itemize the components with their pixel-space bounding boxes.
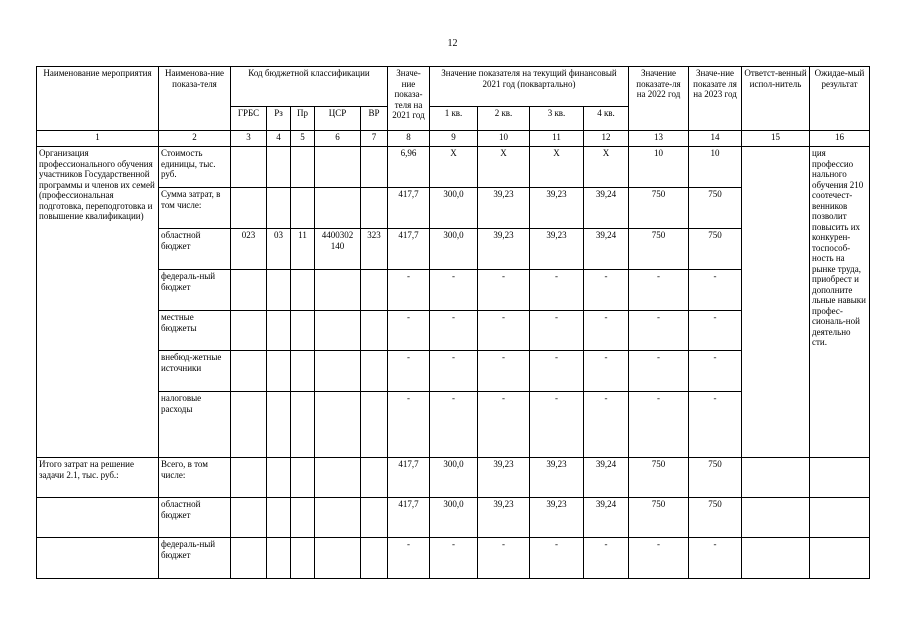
q4-cell: -	[584, 270, 629, 311]
table-row	[37, 147, 870, 188]
grbs-cell	[231, 147, 267, 188]
indicator-name: Стоимость единицы, тыс. руб.	[159, 147, 231, 188]
value-2021-cell: -	[388, 351, 430, 392]
rz-cell	[267, 270, 291, 311]
page-number: 12	[447, 38, 458, 49]
column-number: 16	[810, 131, 870, 147]
grbs-cell	[231, 270, 267, 311]
q1-cell: 300,0	[430, 229, 478, 270]
value-2023-cell: 750	[689, 498, 742, 538]
q4-cell: -	[584, 392, 629, 458]
value-2022-cell: -	[629, 270, 689, 311]
header-responsible: Ответст-венный испол-нитель	[742, 67, 810, 131]
value-2023-cell: 750	[689, 229, 742, 270]
indicator-name: областной бюджет	[159, 498, 231, 538]
grbs-cell	[231, 351, 267, 392]
column-number: 13	[629, 131, 689, 147]
pr-cell	[291, 188, 315, 229]
q2-cell: -	[478, 311, 530, 351]
value-2023-cell: 750	[689, 458, 742, 498]
q2-cell: 39,23	[478, 188, 530, 229]
csr-cell	[315, 392, 361, 458]
pr-cell	[291, 351, 315, 392]
vr-cell: 323	[361, 229, 388, 270]
q2-cell: 39,23	[478, 498, 530, 538]
rz-cell: 03	[267, 229, 291, 270]
indicator-name: местные бюджеты	[159, 311, 231, 351]
column-number: 2	[159, 131, 231, 147]
csr-cell	[315, 351, 361, 392]
header-grbs: ГРБС	[231, 107, 267, 131]
q1-cell: 300,0	[430, 498, 478, 538]
column-number: 8	[388, 131, 430, 147]
header-q1: 1 кв.	[430, 107, 478, 131]
csr-cell	[315, 270, 361, 311]
value-2022-cell: 10	[629, 147, 689, 188]
column-number: 14	[689, 131, 742, 147]
q1-cell: 300,0	[430, 188, 478, 229]
total-row	[37, 498, 870, 538]
header-activity: Наименование мероприятия	[37, 67, 159, 131]
indicator-name: налоговые расходы	[159, 392, 231, 458]
header-indicator: Наименова-ние показа-теля	[159, 67, 231, 131]
value-2022-cell: -	[629, 538, 689, 579]
q2-cell: 39,23	[478, 229, 530, 270]
header-current-year: Значение показателя на текущий финансовый 2021 год (поквартально)	[430, 67, 629, 107]
value-2021-cell: -	[388, 392, 430, 458]
value-2021-cell: -	[388, 538, 430, 579]
value-2022-cell: 750	[629, 458, 689, 498]
header-q2: 2 кв.	[478, 107, 530, 131]
column-number: 5	[291, 131, 315, 147]
rz-cell	[267, 392, 291, 458]
grbs-cell	[231, 188, 267, 229]
vr-cell	[361, 147, 388, 188]
pr-cell	[291, 147, 315, 188]
grbs-cell	[231, 392, 267, 458]
q4-cell: -	[584, 351, 629, 392]
q4-cell: -	[584, 538, 629, 579]
q3-cell: -	[530, 538, 584, 579]
vr-cell	[361, 270, 388, 311]
value-2023-cell: -	[689, 311, 742, 351]
pr-cell	[291, 311, 315, 351]
q2-cell: 39,23	[478, 458, 530, 498]
vr-cell	[361, 351, 388, 392]
q2-cell: -	[478, 270, 530, 311]
q1-cell: -	[430, 538, 478, 579]
vr-cell	[361, 188, 388, 229]
value-2021-cell: 417,7	[388, 229, 430, 270]
value-2021-cell: -	[388, 311, 430, 351]
column-number: 11	[530, 131, 584, 147]
rz-cell	[267, 311, 291, 351]
column-number: 6	[315, 131, 361, 147]
total-label: Итого затрат на решение задачи 2.1, тыс. руб.:	[37, 458, 159, 498]
header-value-2021: Значе-ние показа-теля на 2021 год	[388, 67, 430, 131]
q3-cell: -	[530, 392, 584, 458]
column-number: 7	[361, 131, 388, 147]
rz-cell	[267, 147, 291, 188]
rz-cell	[267, 351, 291, 392]
column-number: 9	[430, 131, 478, 147]
q3-cell: 39,23	[530, 188, 584, 229]
value-2022-cell: -	[629, 392, 689, 458]
total-row	[37, 538, 870, 579]
q3-cell: 39,23	[530, 458, 584, 498]
q3-cell: 39,23	[530, 229, 584, 270]
pr-cell: 11	[291, 229, 315, 270]
grbs-cell	[231, 311, 267, 351]
value-2023-cell: -	[689, 351, 742, 392]
header-q4: 4 кв.	[584, 107, 629, 131]
header-q3: 3 кв.	[530, 107, 584, 131]
q4-cell: 39,24	[584, 229, 629, 270]
header-value-2023: Значе-ние показате ля на 2023 год	[689, 67, 742, 131]
q3-cell: -	[530, 270, 584, 311]
header-rz: Рз	[267, 107, 291, 131]
q1-cell: -	[430, 270, 478, 311]
vr-cell	[361, 311, 388, 351]
value-2022-cell: 750	[629, 188, 689, 229]
value-2021-cell: 417,7	[388, 188, 430, 229]
csr-cell: 4400302 140	[315, 229, 361, 270]
q3-cell: Х	[530, 147, 584, 188]
indicator-name: Сумма затрат, в том числе:	[159, 188, 231, 229]
column-number: 4	[267, 131, 291, 147]
q3-cell: -	[530, 351, 584, 392]
header-vr: ВР	[361, 107, 388, 131]
header-value-2022: Значение показате-ля на 2022 год	[629, 67, 689, 131]
header-result: Ожидае-мый результат	[810, 67, 870, 131]
q4-cell: -	[584, 311, 629, 351]
q3-cell: 39,23	[530, 498, 584, 538]
expected-result: ция профессио нального обучения 210 соотечест-венников позволит повысить их конкурен-тоспособ-ность на рынке труда, приобрест и дополните льные навыки профес-сиональ-ной деятельно сти.	[810, 147, 870, 458]
column-number: 1	[37, 131, 159, 147]
value-2022-cell: -	[629, 311, 689, 351]
q3-cell: -	[530, 311, 584, 351]
vr-cell	[361, 392, 388, 458]
value-2023-cell: -	[689, 392, 742, 458]
csr-cell	[315, 311, 361, 351]
indicator-name: Всего, в том числе:	[159, 458, 231, 498]
q1-cell: -	[430, 311, 478, 351]
q4-cell: 39,24	[584, 188, 629, 229]
csr-cell	[315, 188, 361, 229]
q4-cell: 39,24	[584, 498, 629, 538]
header-kbk: Код бюджетной классификации	[231, 67, 388, 107]
value-2021-cell: 6,96	[388, 147, 430, 188]
q1-cell: -	[430, 351, 478, 392]
q1-cell: -	[430, 392, 478, 458]
grbs-cell: 023	[231, 229, 267, 270]
q4-cell: 39,24	[584, 458, 629, 498]
value-2023-cell: -	[689, 270, 742, 311]
q1-cell: Х	[430, 147, 478, 188]
pr-cell	[291, 270, 315, 311]
program-table	[36, 66, 870, 579]
value-2021-cell: -	[388, 270, 430, 311]
q2-cell: Х	[478, 147, 530, 188]
indicator-name: федераль-ный бюджет	[159, 270, 231, 311]
total-row	[37, 458, 870, 498]
indicator-name: внебюд-жетные источники	[159, 351, 231, 392]
column-number: 12	[584, 131, 629, 147]
q2-cell: -	[478, 351, 530, 392]
column-number: 3	[231, 131, 267, 147]
value-2023-cell: 10	[689, 147, 742, 188]
value-2023-cell: 750	[689, 188, 742, 229]
responsible-cell	[742, 147, 810, 458]
value-2021-cell: 417,7	[388, 498, 430, 538]
q2-cell: -	[478, 392, 530, 458]
header-csr: ЦСР	[315, 107, 361, 131]
q1-cell: 300,0	[430, 458, 478, 498]
rz-cell	[267, 188, 291, 229]
column-number: 10	[478, 131, 530, 147]
value-2023-cell: -	[689, 538, 742, 579]
column-number: 15	[742, 131, 810, 147]
csr-cell	[315, 147, 361, 188]
activity-name: Организация профессионального обучения участников Государственной программы и членов их семей (профессиональная подготовка, переподготовка и повышение квалификации)	[37, 147, 159, 458]
value-2022-cell: 750	[629, 498, 689, 538]
pr-cell	[291, 392, 315, 458]
header-pr: Пр	[291, 107, 315, 131]
indicator-name: областной бюджет	[159, 229, 231, 270]
value-2022-cell: -	[629, 351, 689, 392]
value-2022-cell: 750	[629, 229, 689, 270]
q2-cell: -	[478, 538, 530, 579]
value-2021-cell: 417,7	[388, 458, 430, 498]
indicator-name: федераль-ный бюджет	[159, 538, 231, 579]
q4-cell: Х	[584, 147, 629, 188]
